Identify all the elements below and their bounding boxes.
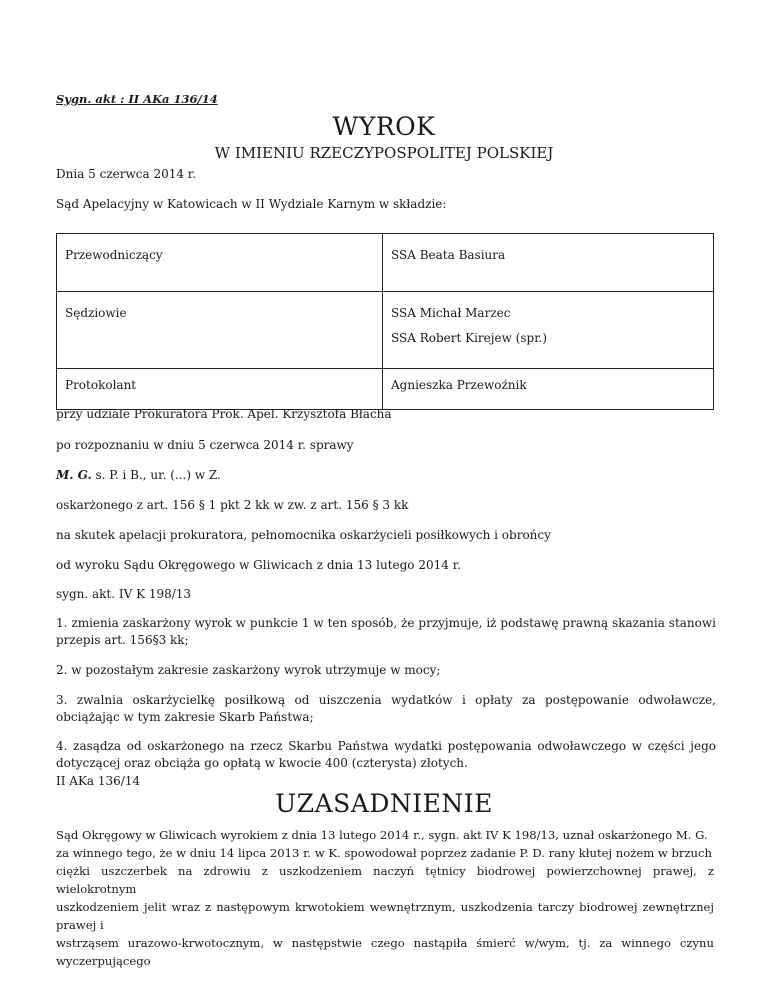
justification-ref: II AKa 136/14: [56, 774, 141, 788]
verdict-title: WYROK: [332, 112, 436, 141]
accused-line: [56, 467, 716, 484]
clerk-label: Protokolant: [57, 369, 383, 410]
judges-label: Sędziowie: [57, 292, 383, 369]
ruling-item: 4. zasądza od oskarżonego na rzecz Skarbu Państwa wydatki postępowania odwoławczego w części jego dotyczącej oraz obciąża go opłatą w kwocie 400 (czterysta) złotych.: [56, 739, 716, 770]
lower-court-line: od wyroku Sądu Okręgowego w Gliwicach z dnia 13 lutego 2014 r.: [56, 558, 461, 572]
justification-line: ciężki uszczerbek na zdrowiu z uszkodzeniem naczyń tętnicy biodrowej powierzchownej prawej, z wielokrotnym: [56, 864, 714, 896]
verdict-date: Dnia 5 czerwca 2014 r.: [56, 167, 197, 181]
justification-text: [56, 826, 714, 970]
appeal-line: na skutek apelacji prokuratora, pełnomocnika oskarżycieli posiłkowych i obrońcy: [56, 528, 551, 542]
ruling-item: 3. zwalnia oskarżycielkę posiłkową od uiszczenia wydatków i opłaty za postępowanie odwoławcze, obciążając w tym zakresie Skarb Państwa;: [56, 693, 716, 724]
case-number-line: sygn. akt. IV K 198/13: [56, 587, 192, 601]
justification-line: uszkodzeniem jelit wraz z następowym krwotokiem wewnętrznym, uszkodzenia tarczy biodrowej zewnętrznej prawej i: [56, 900, 714, 932]
justification-line: Sąd Okręgowy w Gliwicach wyrokiem z dnia 13 lutego 2014 r., sygn. akt IV K 198/13, uznał oskarżonego M. G.: [56, 828, 708, 842]
ruling-item: 1. zmienia zaskarżony wyrok w punkcie 1 w ten sposób, że przyjmuje, iż podstawę prawną skazania stanowi przepis art. 156§3 kk;: [56, 616, 716, 647]
hearing-line: po rozpoznaniu w dniu 5 czerwca 2014 r. sprawy: [56, 438, 354, 452]
judge-name: SSA Michał Marzec: [391, 306, 511, 320]
justification-line: za winnego tego, że w dniu 14 lipca 2013 r. w K. spowodował poprzez zadanie P. D. rany kłutej nożem w brzuch: [56, 846, 712, 860]
ruling-item: 2. w pozostałym zakresie zaskarżony wyrok utrzymuje w mocy;: [56, 663, 441, 677]
justification-heading: UZASADNIENIE: [275, 789, 493, 818]
judge-name: SSA Robert Kirejew (spr.): [391, 331, 548, 345]
prosecutor-line: przy udziale Prokuratora Prok. Apel. Krzysztofa Błacha: [56, 407, 392, 421]
bench-table: [56, 233, 714, 410]
bench-row-clerk: [57, 369, 714, 410]
charge-line: oskarżonego z art. 156 § 1 pkt 2 kk w zw. z art. 156 § 3 kk: [56, 498, 409, 512]
accused-details: s. P. i B., ur. (...) w Z.: [91, 468, 221, 482]
court-composition: Sąd Apelacyjny w Katowicach w II Wydziale Karnym w składzie:: [56, 197, 447, 211]
clerk-name: Agnieszka Przewoźnik: [383, 369, 714, 410]
accused-name: M. G.: [56, 468, 92, 482]
chair-label: Przewodniczący: [57, 234, 383, 292]
case-signature: Sygn. akt : II AKa 136/14: [56, 92, 218, 106]
verdict-subtitle: W IMIENIU RZECZYPOSPOLITEJ POLSKIEJ: [214, 144, 554, 162]
judges-names: [383, 292, 714, 369]
justification-line: wstrząsem urazowo-krwotocznym, w następstwie czego nastąpiła śmierć w/wym, tj. za winnego czynu wyczerpującego: [56, 936, 714, 968]
chair-name: SSA Beata Basiura: [383, 234, 714, 292]
bench-row-judges: [57, 292, 714, 369]
bench-row-chair: [57, 234, 714, 292]
